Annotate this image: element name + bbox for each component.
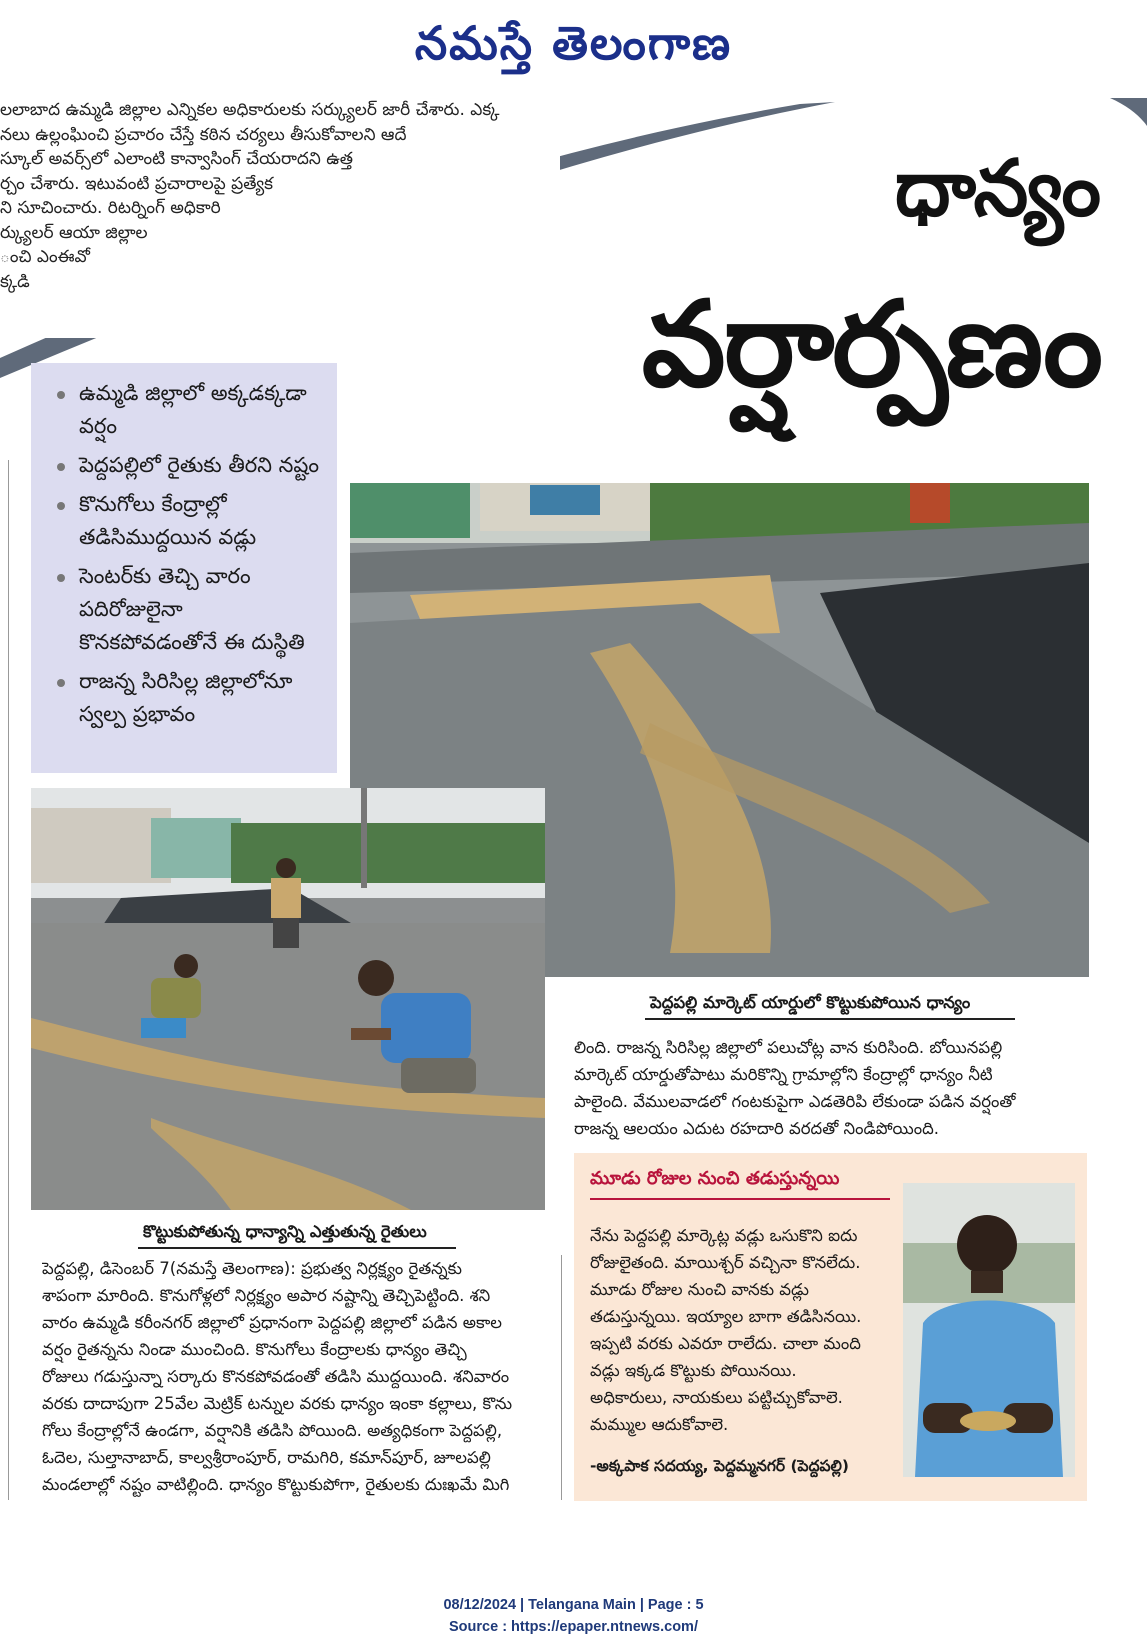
caption-rule bbox=[645, 1018, 1015, 1020]
text-line: శాపంగా మారింది. కొనుగోళ్లలో నిర్లక్ష్యం అపార నష్టాన్ని తెచ్చిపెట్టింది. శని bbox=[42, 1286, 491, 1305]
text-line: వారం ఉమ్మడి కరీంనగర్ జిల్లాలో ప్రధానంగా పెద్దపల్లి జిల్లాలో పడిన అకాల bbox=[42, 1313, 502, 1332]
quote-line: నేను పెద్దపల్లి మార్కెట్ల వడ్లు ఒసుకొని ఐదు bbox=[590, 1226, 858, 1245]
footer-source: Source : https://epaper.ntnews.com/ bbox=[449, 1619, 698, 1635]
text-line: మార్కెట్ యార్డుతోపాటు మరికొన్ని గ్రామాల్లోని కేంద్రాల్లో ధాన్యం నీటి bbox=[574, 1065, 993, 1084]
caption-rule bbox=[138, 1247, 456, 1249]
highlight-item: పెద్దపల్లిలో రైతుకు తీరని నష్టం bbox=[45, 449, 327, 482]
quote-text bbox=[590, 1222, 895, 1438]
text-line: లింది. రాజన్న సిరిసిల్ల జిల్లాలో పలుచోట్ల వాన కురిసింది. బోయినపల్లి bbox=[574, 1038, 1003, 1057]
farmer-portrait-photo bbox=[903, 1183, 1075, 1477]
quote-line: వడ్లు ఇక్కడ కొట్టుకు పోయినయి. bbox=[590, 1361, 797, 1380]
masthead-title: నమస్తే తెలంగాణ bbox=[414, 16, 733, 70]
spillover-line: లలాబాద ఉమ్మడి జిల్లాల ఎన్నికల అధికారులకు సర్క్యులర్ జారీ చేశారు. ఎక్క bbox=[0, 100, 500, 120]
quote-line: ఇప్పటి వరకు ఎవరూ రాలేదు. చాలా మంది bbox=[590, 1334, 861, 1353]
quote-line: తడుస్తున్నయి. ఇయ్యాల బాగా తడిసినయి. bbox=[590, 1307, 862, 1326]
highlights-box bbox=[31, 363, 337, 773]
quote-line: అధికారులు, నాయకులు పట్టిచ్చుకోవాలె. bbox=[590, 1388, 843, 1407]
column-rule bbox=[8, 460, 9, 1500]
headline-line-2: వర్షార్పణం bbox=[641, 275, 1101, 413]
quote-title-rule bbox=[590, 1198, 890, 1200]
column-rule bbox=[561, 1255, 562, 1500]
quote-attribution: -అక్కపాక సదయ్య, పెద్దమ్మనగర్ (పెద్దపల్లి) bbox=[590, 1457, 849, 1475]
text-line: వర్షం రైతన్నను నిండా ముంచింది. కొనుగోలు కేంద్రాలకు ధాన్యం తెచ్చి bbox=[42, 1340, 467, 1359]
text-line: రాజన్న ఆలయం ఎదుట రహదారి వరదతో నిండిపోయింది. bbox=[574, 1119, 939, 1138]
farmers-photo bbox=[31, 788, 545, 1210]
quote-line: మమ్ముల ఆదుకోవాలె. bbox=[590, 1415, 729, 1434]
spillover-line: ంచి ఎంఈవో bbox=[0, 247, 90, 267]
spillover-line: ని సూచించారు. రిటర్నింగ్ అధికారి bbox=[0, 198, 221, 218]
quote-title: మూడు రోజుల నుంచి తడుస్తున్నయి bbox=[590, 1168, 840, 1189]
text-line: రోజులు గడుస్తున్నా సర్కారు కొనకపోవడంతో తడిసి ముద్దయింది. శనివారం bbox=[42, 1367, 510, 1386]
headline-line-1: ధాన్యం bbox=[894, 144, 1101, 234]
market-yard-caption: పెద్దపల్లి మార్కెట్ యార్డులో కొట్టుకుపోయిన ధాన్యం bbox=[650, 993, 971, 1012]
text-line: పెద్దపల్లి, డిసెంబర్ 7(నమస్తే తెలంగాణ): ప్రభుత్వ నిర్లక్ష్యం రైతన్నకు bbox=[42, 1259, 462, 1278]
right-column-text bbox=[574, 1034, 1087, 1142]
spillover-line: ర్చం చేశారు. ఇటువంటి ప్రచారాలపై ప్రత్యేక bbox=[0, 173, 274, 194]
spillover-line: క్కడి bbox=[0, 271, 30, 292]
spillover-line: స్కూల్ అవర్స్‌లో ఎలాంటి కాన్వాసింగ్ చేయరాదని ఉత్త bbox=[0, 149, 354, 169]
highlight-item: కొనుగోలు కేంద్రాల్లో తడిసిముద్దయిన వడ్లు bbox=[45, 488, 327, 554]
quote-line: మూడు రోజుల నుంచి వానకు వడ్లు bbox=[590, 1280, 809, 1299]
text-line: మండలాల్లో నష్టం వాటిల్లింది. ధాన్యం కొట్టుకుపోగా, రైతులకు దుఃఖమే మిగి bbox=[42, 1475, 510, 1494]
text-line: పాలైంది. వేములవాడలో గంటకుపైగా ఎడతెరిపి లేకుండా పడిన వర్షంతో bbox=[574, 1092, 1016, 1111]
footer-issue-info: 08/12/2024 | Telangana Main | Page : 5 bbox=[443, 1597, 704, 1613]
quote-line: రోజులైతంది. మాయిశ్చర్ వచ్చినా కొనలేదు. bbox=[590, 1253, 861, 1272]
spillover-mask bbox=[0, 98, 560, 338]
text-line: ఓదెల, సుల్తానాబాద్, కాల్వశ్రీరాంపూర్, రామగిరి, కమాన్‌పూర్, జూలపల్లి bbox=[42, 1448, 491, 1467]
spillover-line: నలు ఉల్లంఘించి ప్రచారం చేస్తే కఠిన చర్యలు తీసుకోవాలని ఆదే bbox=[0, 124, 407, 145]
text-line: వరకు దాదాపుగా 25వేల మెట్రిక్ టన్నుల వరకు ధాన్యం ఇంకా కల్లాలు, కొను bbox=[42, 1394, 513, 1413]
text-line: గోలు కేంద్రాల్లోనే ఉండగా, వర్షానికి తడిసి పోయింది. అత్యధికంగా పెద్దపల్లి, bbox=[42, 1421, 503, 1440]
highlight-item: రాజన్న సిరిసిల్ల జిల్లాలోనూ స్వల్ప ప్రభావం bbox=[45, 665, 327, 731]
highlight-item: సెంటర్‌కు తెచ్చి వారం పదిరోజులైనా కొనకపోవడంతోనే ఈ దుస్థితి bbox=[45, 560, 327, 659]
article-body bbox=[42, 1255, 547, 1498]
farmers-caption: కొట్టుకుపోతున్న ధాన్యాన్ని ఎత్తుతున్న రైతులు bbox=[143, 1222, 427, 1241]
spillover-line: ర్క్యులర్ ఆయా జిల్లాల bbox=[0, 222, 148, 243]
highlight-item: ఉమ్మడి జిల్లాలో అక్కడక్కడా వర్షం bbox=[45, 377, 327, 443]
